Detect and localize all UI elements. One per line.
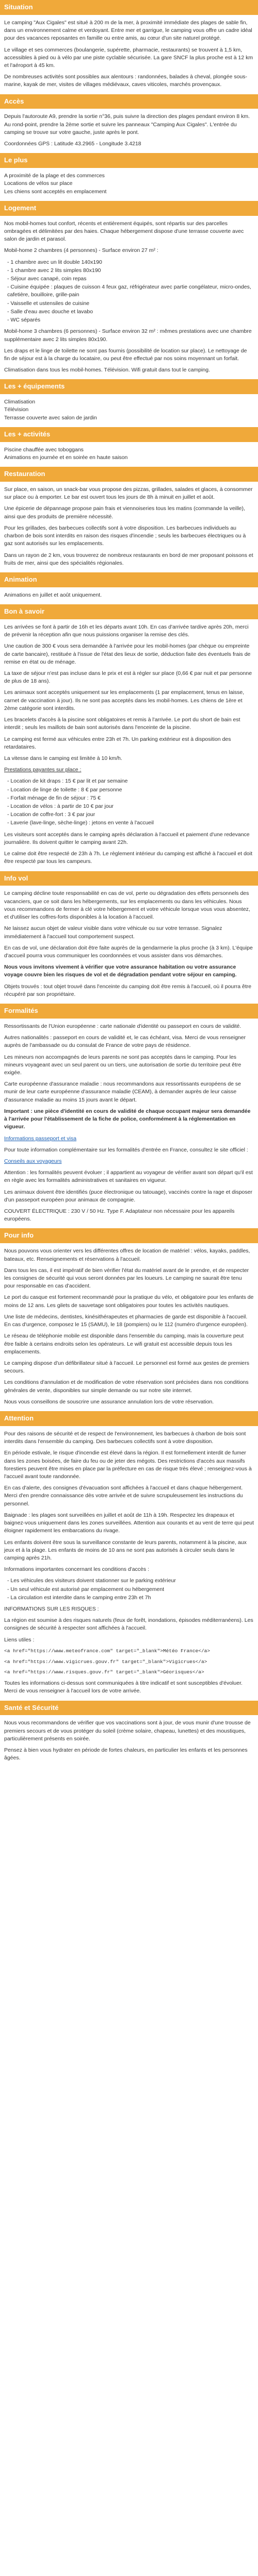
restauration-paragraph: Dans un rayon de 2 km, vous trouverez de nombreux restaurants en bord de mer proposant poissons et fruits de mer, ainsi que des spécialités régionales. <box>4 552 253 566</box>
logement-paragraph: Mobil-home 2 chambres (4 personnes) - Surface environ 27 m² : <box>4 247 158 254</box>
sante-paragraph: Pensez à bien vous hydrater en période de fortes chaleurs, en particulier les enfants et les personnes âgées. <box>4 1747 248 1761</box>
bon-savoir-list-item: - Forfait ménage de fin de séjour : 75 € <box>7 794 254 802</box>
activite-item: Animations en journée et en soirée en haute saison <box>4 454 128 461</box>
equipements-section <box>0 379 258 422</box>
logement-paragraph: Climatisation dans tous les mobil-homes. Télévision. Wifi gratuit dans tout le camping. <box>4 367 210 374</box>
attention-paragraph: Pour des raisons de sécurité et de respect de l'environnement, les barbecues à charbon de bois sont interdits dans l'ensemble du camping. Des barbecues collectifs sont à votre disposition. <box>4 1430 246 1445</box>
situation-paragraph: Le camping "Aux Cigales" est situé à 200 m de la mer, à proximité immédiate des plages de sable fin, dans un environnement calme et verdoyant. Entre mer et garrigue, le camping vous offre un cadre idéal pour des vacances reposantes en famille ou entre amis, au cœur d'un site naturel protégé. <box>4 19 252 42</box>
logement-list-item: - Séjour avec canapé, coin repas <box>7 275 254 283</box>
activites-section <box>0 427 258 462</box>
logement-list <box>4 259 254 325</box>
attention-heading: Attention <box>0 1411 258 1426</box>
formalites-important: Important : une pièce d'identité en cours de validité de chaque occupant majeur sera demandée à l'arrivée pour l'établissement de la fiche de police, conformément à la réglementation en vigueur. <box>4 1108 251 1130</box>
sante-section <box>0 1701 258 1762</box>
formalites-paragraph: Carte européenne d'assurance maladie : nous recommandons aux ressortissants européens de se munir de leur carte européenne d'assurance maladie (CEAM), à demander auprès de leur caisse d'assurance maladie au moins 15 jours avant le départ. <box>4 1081 241 1103</box>
logement-paragraph: Mobil-home 3 chambres (6 personnes) - Surface environ 32 m² : mêmes prestations avec une chambre supplémentaire avec 2 lits simples 80x190. <box>4 328 252 343</box>
bon-savoir-list-item: - Location de vélos : à partir de 10 € par jour <box>7 803 254 810</box>
pour-info-section <box>0 1228 258 1406</box>
formalites-paragraph: Autres nationalités : passeport en cours de validité et, le cas échéant, visa. Merci de vous renseigner auprès de l'ambassade ou du consulat de France de votre pays de résidence. <box>4 1035 246 1049</box>
pour-info-paragraph: Le réseau de téléphonie mobile est disponible dans l'ensemble du camping, mais la couverture peut être faible à certains endroits selon les opérateurs. Le wifi gratuit est accessible depuis tous les emplacements. <box>4 1333 244 1355</box>
attention-paragraph: Les enfants doivent être sous la surveillance constante de leurs parents, notamment à la piscine, aux jeux et à la plage. Les enfants de moins de 10 ans ne sont pas autorisés à circuler seuls dans le camping après 21h. <box>4 1539 247 1561</box>
situation-heading: Situation <box>0 0 258 15</box>
logement-paragraph: Les draps et le linge de toilette ne sont pas fournis (possibilité de location sur place). Le nettoyage de fin de séjour est à la charge du locataire, ou peut être effectué par nos soins moyennant un forfait. <box>4 347 247 362</box>
info-vol-paragraph: Objets trouvés : tout objet trouvé dans l'enceinte du camping doit être remis à l'accueil, où il pourra être récupéré par son propriétaire. <box>4 983 252 997</box>
passport-info-link[interactable]: Informations passeport et visa <box>4 1135 77 1142</box>
attention-link-code: <a href="https://www.meteofrance.com" target="_blank">Météo France</a> <box>4 1648 211 1654</box>
formalites-section <box>0 1004 258 1223</box>
pour-info-paragraph: Les conditions d'annulation et de modification de votre réservation sont précisées dans nos conditions générales de vente, disponibles sur simple demande ou sur notre site internet. <box>4 1379 249 1394</box>
bon-savoir-paragraph: Les visiteurs sont acceptés dans le camping après déclaration à l'accueil et paiement d'une redevance journalière. Ils doivent quitter le camping avant 22h. <box>4 831 250 845</box>
attention-list-item: - Les véhicules des visiteurs doivent stationner sur le parking extérieur <box>7 1577 254 1585</box>
info-vol-heading: Info vol <box>0 871 258 886</box>
attention-paragraph: En cas d'alerte, des consignes d'évacuation sont affichées à l'accueil et dans chaque hébergement. Merci d'en prendre connaissance dès votre arrivée et de suivre scrupuleusement les instructions du personnel. <box>4 1485 243 1507</box>
pour-info-heading: Pour info <box>0 1228 258 1243</box>
attention-list <box>4 1577 254 1602</box>
bon-savoir-paragraph: Les arrivées se font à partir de 16h et les départs avant 10h. En cas d'arrivée tardive après 20h, merci de prévenir la réception afin que nous puissions organiser la remise des clés. <box>4 623 249 638</box>
info-vol-paragraph: En cas de vol, une déclaration doit être faite auprès de la gendarmerie la plus proche (à 3 km). L'équipe d'accueil pourra vous communiquer les coordonnées et vous assister dans vos démarches. <box>4 944 253 959</box>
logement-paragraph: Nos mobil-homes tout confort, récents et entièrement équipés, sont répartis sur des parcelles ombragées et délimitées par des haies. Chaque hébergement dispose d'une terrasse couverte avec salon de jardin et parasol. <box>4 220 244 243</box>
logement-heading: Logement <box>0 201 258 216</box>
equipements-heading: Les + équipements <box>0 379 258 394</box>
formalites-paragraph: Les animaux doivent être identifiés (puce électronique ou tatouage), vaccinés contre la rage et disposer d'un passeport européen pour animaux de compagnie. <box>4 1189 252 1203</box>
animation-section <box>0 572 258 599</box>
acces-section <box>0 94 258 148</box>
situation-paragraph: Le village et ses commerces (boulangerie, supérette, pharmacie, restaurants) se trouvent à 1,5 km, accessibles à pied ou à vélo par une piste cyclable sécurisée. La gare SNCF la plus proche est à 12 km et l'aéroport à 45 km. <box>4 46 253 69</box>
logement-list-item: - Vaisselle et ustensiles de cuisine <box>7 300 254 308</box>
pour-info-paragraph: Le port du casque est fortement recommandé pour la pratique du vélo, et obligatoire pour les enfants de moins de 12 ans. Les gilets de sauvetage sont obligatoires pour toutes les activités nautiques. <box>4 1294 254 1309</box>
pour-info-paragraph: Nous vous conseillons de souscrire une assurance annulation lors de votre réservation. <box>4 1398 214 1405</box>
logement-list-item: - 1 chambre avec un lit double 140x190 <box>7 259 254 266</box>
bon-savoir-paragraph: Le camping est fermé aux véhicules entre 23h et 7h. Un parking extérieur est à disposition des retardataires. <box>4 736 231 750</box>
sante-paragraph: Nous vous recommandons de vérifier que vos vaccinations sont à jour, de vous munir d'une trousse de premiers secours et de vous protéger du soleil (crème solaire, chapeau, lunettes) et des moustiques, particulièrement présents en soirée. <box>4 1720 251 1742</box>
logement-list-item: - WC séparés <box>7 316 254 324</box>
le-plus-item: Les chiens sont acceptés en emplacement <box>4 188 107 195</box>
formalites-paragraph: Les mineurs non accompagnés de leurs parents ne sont pas acceptés dans le camping. Pour les mineurs voyageant avec un seul parent ou un tiers, une autorisation de sortie du territoire peut être exigée. <box>4 1054 241 1076</box>
attention-links-label: Liens utiles : <box>4 1636 35 1643</box>
logement-list-item: - Salle d'eau avec douche et lavabo <box>7 308 254 316</box>
info-vol-paragraph: Ne laissez aucun objet de valeur visible dans votre véhicule ou sur votre terrasse. Signalez immédiatement à l'accueil tout comportement suspect. <box>4 925 222 940</box>
pour-info-paragraph: Dans tous les cas, il est impératif de bien vérifier l'état du matériel avant de le prendre, et de respecter les consignes de sécurité qui vous seront données par les loueurs. Le camping ne saurait être tenu pour responsable en cas d'accident. <box>4 1267 249 1290</box>
activite-item: Piscine chauffée avec toboggans <box>4 446 84 453</box>
restauration-section <box>0 467 258 567</box>
attention-section <box>0 1411 258 1696</box>
restauration-paragraph: Pour les grillades, des barbecues collectifs sont à votre disposition. Les barbecues individuels au charbon de bois sont interdits en raison des risques d'incendie ; seuls les barbecues électriques ou à gaz sont autorisés sur les emplacements. <box>4 524 246 547</box>
attention-paragraph: Toutes les informations ci-dessus sont communiquées à titre indicatif et sont susceptibles d'évoluer. Merci de vous renseigner à l'accueil lors de votre arrivée. <box>4 1680 243 1694</box>
bon-savoir-paragraph: Les animaux sont acceptés uniquement sur les emplacements (1 par emplacement, tenus en laisse, carnet de vaccination à jour). Ils ne sont pas acceptés dans les mobil-homes. Les chiens de 1ère et 2ème catégorie sont interdits. <box>4 689 245 711</box>
acces-paragraph: Depuis l'autoroute A9, prendre la sortie n°36, puis suivre la direction des plages pendant environ 8 km. Au rond-point, prendre la 2ème sortie et suivre les panneaux "Camping Aux Cigales". L'entrée du camping se trouve sur votre gauche, juste après le pont. <box>4 113 250 135</box>
bon-savoir-subheading: Prestations payantes sur place : <box>4 767 82 773</box>
acces-heading: Accès <box>0 94 258 109</box>
bon-savoir-paragraph: La taxe de séjour n'est pas incluse dans le prix et est à régler sur place (0,66 € par nuit et par personne de plus de 18 ans). <box>4 670 252 685</box>
attention-list-item: - Un seul véhicule est autorisé par emplacement ou hébergement <box>7 1586 254 1594</box>
activites-heading: Les + activités <box>0 427 258 442</box>
sante-heading: Santé et Sécurité <box>0 1701 258 1716</box>
bon-savoir-heading: Bon à savoir <box>0 604 258 619</box>
attention-paragraph: Informations importantes concernant les conditions d'accès : <box>4 1566 149 1573</box>
info-vol-important: Nous vous invitons vivement à vérifier que votre assurance habitation ou votre assurance voyage couvre bien les risques de vol et de dégradation pendant votre séjour en camping. <box>4 964 237 978</box>
restauration-paragraph: Sur place, en saison, un snack-bar vous propose des pizzas, grillades, salades et glaces, à consommer sur place ou à emporter. Le bar est ouvert tous les jours de 8h à minuit en juillet et août. <box>4 486 253 501</box>
le-plus-section <box>0 153 258 196</box>
le-plus-item: A proximité de la plage et des commerces <box>4 173 105 179</box>
logement-list-item: - Cuisine équipée : plaques de cuisson 4 feux gaz, réfrigérateur avec partie congélateur, micro-ondes, cafetière, bouilloire, grille-pain <box>7 283 254 299</box>
bon-savoir-paragraph: Les bracelets d'accès à la piscine sont obligatoires et remis à l'arrivée. Le port du short de bain est interdit ; seuls les maillots de bain sont autorisés dans l'enceinte de la piscine. <box>4 717 240 731</box>
equipement-item: Télévision <box>4 406 29 413</box>
formalites-paragraph: Attention : les formalités peuvent évoluer ; il appartient au voyageur de vérifier avant son départ qu'il est en règle avec les formalités administratives et sanitaires en vigueur. <box>4 1170 253 1184</box>
attention-paragraph: Baignade : les plages sont surveillées en juillet et août de 11h à 19h. Respectez les drapeaux et baignez-vous uniquement dans les zones surveillées. Attention aux courants et au vent de terre qui peut éloigner rapidement les embarcations du rivage. <box>4 1512 254 1534</box>
bon-savoir-paragraph: La vitesse dans le camping est limitée à 10 km/h. <box>4 755 122 761</box>
formalites-paragraph: COUVERT ÉLECTRIQUE : 230 V / 50 Hz. Type F. Adaptateur non nécessaire pour les appareils européens. <box>4 1208 235 1223</box>
bon-savoir-section <box>0 604 258 866</box>
formalites-heading: Formalités <box>0 1004 258 1019</box>
animation-heading: Animation <box>0 572 258 587</box>
formalites-paragraph: Pour toute information complémentaire sur les formalités d'entrée en France, consultez le site officiel : <box>4 1146 248 1153</box>
bon-savoir-paragraph: Le calme doit être respecté de 23h à 7h. Le règlement intérieur du camping est affiché à l'accueil et doit être respecté par tous les campeurs. <box>4 851 253 865</box>
restauration-heading: Restauration <box>0 467 258 482</box>
bon-savoir-list-item: - Location de linge de toilette : 8 € par personne <box>7 786 254 794</box>
formalites-paragraph: Ressortissants de l'Union européenne : carte nationale d'identité ou passeport en cours de validité. <box>4 1023 241 1029</box>
pour-info-paragraph: Le camping dispose d'un défibrillateur situé à l'accueil. Le personnel est formé aux gestes de premiers secours. <box>4 1360 250 1375</box>
animation-paragraph: Animations en juillet et août uniquement. <box>4 591 102 598</box>
logement-list-item: - 1 chambre avec 2 lits simples 80x190 <box>7 267 254 275</box>
attention-link-code: <a href="https://www.vigicrues.gouv.fr" target="_blank">Vigicrues</a> <box>4 1658 207 1665</box>
pour-info-paragraph: Une liste de médecins, dentistes, kinésithérapeutes et pharmacies de garde est disponible à l'accueil. En cas d'urgence, composez le 15 (SAMU), le 18 (pompiers) ou le 112 (numéro d'urgence européen). <box>4 1313 248 1328</box>
le-plus-item: Locations de vélos sur place <box>4 180 73 187</box>
bon-savoir-list-item: - Location de coffre-fort : 3 € par jour <box>7 811 254 819</box>
bon-savoir-list <box>4 777 254 827</box>
equipement-item: Climatisation <box>4 399 36 405</box>
logement-section <box>0 201 258 375</box>
acces-gps: Coordonnées GPS : Latitude 43.2965 - Longitude 3.4218 <box>4 141 141 147</box>
attention-list-item: - La circulation est interdite dans le camping entre 23h et 7h <box>7 1594 254 1602</box>
le-plus-heading: Le plus <box>0 153 258 168</box>
equipement-item: Terrasse couverte avec salon de jardin <box>4 414 97 421</box>
info-vol-paragraph: Le camping décline toute responsabilité en cas de vol, perte ou dégradation des effets personnels des vacanciers, que ce soit dans les hébergements, sur les emplacements ou dans les véhicules. Nous vous recommandons de fermer à clé votre hébergement et votre véhicule lorsque vous vous absentez, et d'utiliser les coffres-forts disponibles à la location à l'accueil. <box>4 890 250 921</box>
attention-link-code: <a href="https://www.risques.gouv.fr" target="_blank">Géorisques</a> <box>4 1669 204 1675</box>
restauration-paragraph: Une épicerie de dépannage propose pain frais et viennoiseries tous les matins (commande la veille), ainsi que des produits de première nécessité. <box>4 505 245 520</box>
attention-paragraph: En période estivale, le risque d'incendie est élevé dans la région. Il est formellement interdit de fumer dans les zones boisées, de faire du feu ou de jeter des mégots. Des restrictions d'accès aux massifs forestiers peuvent être mises en place par la préfecture en cas de risque très élevé ; renseignez-vous à l'accueil avant toute randonnée. <box>4 1450 252 1480</box>
bon-savoir-list-item: - Location de kit draps : 15 € par lit et par semaine <box>7 777 254 785</box>
bon-savoir-list-item: - Laverie (lave-linge, sèche-linge) : jetons en vente à l'accueil <box>7 819 254 827</box>
pour-info-paragraph: Nous pouvons vous orienter vers les différentes offres de location de matériel : vélos, kayaks, paddles, bateaux, etc. Renseignements et réservations à l'accueil. <box>4 1248 250 1262</box>
bon-savoir-paragraph: Une caution de 300 € vous sera demandée à l'arrivée pour les mobil-homes (par chèque ou empreinte de carte bancaire), restituée à l'issue de l'état des lieux de sortie, déduction faite des éventuels frais de remise en état ou de ménage. <box>4 643 251 665</box>
travel-advice-link[interactable]: Conseils aux voyageurs <box>4 1158 62 1164</box>
situation-section <box>0 0 258 89</box>
info-vol-section <box>0 871 258 998</box>
attention-paragraph: La région est soumise à des risques naturels (feux de forêt, inondations, épisodes méditerranéens). Les consignes de sécurité à respecter sont affichées à l'accueil. <box>4 1617 253 1632</box>
attention-risk-title: INFORMATIONS SUR LES RISQUES : <box>4 1606 99 1613</box>
situation-paragraph: De nombreuses activités sont possibles aux alentours : randonnées, balades à cheval, plongée sous-marine, kayak de mer, visites de villages médiévaux, caves viticoles, marchés provençaux. <box>4 74 248 88</box>
